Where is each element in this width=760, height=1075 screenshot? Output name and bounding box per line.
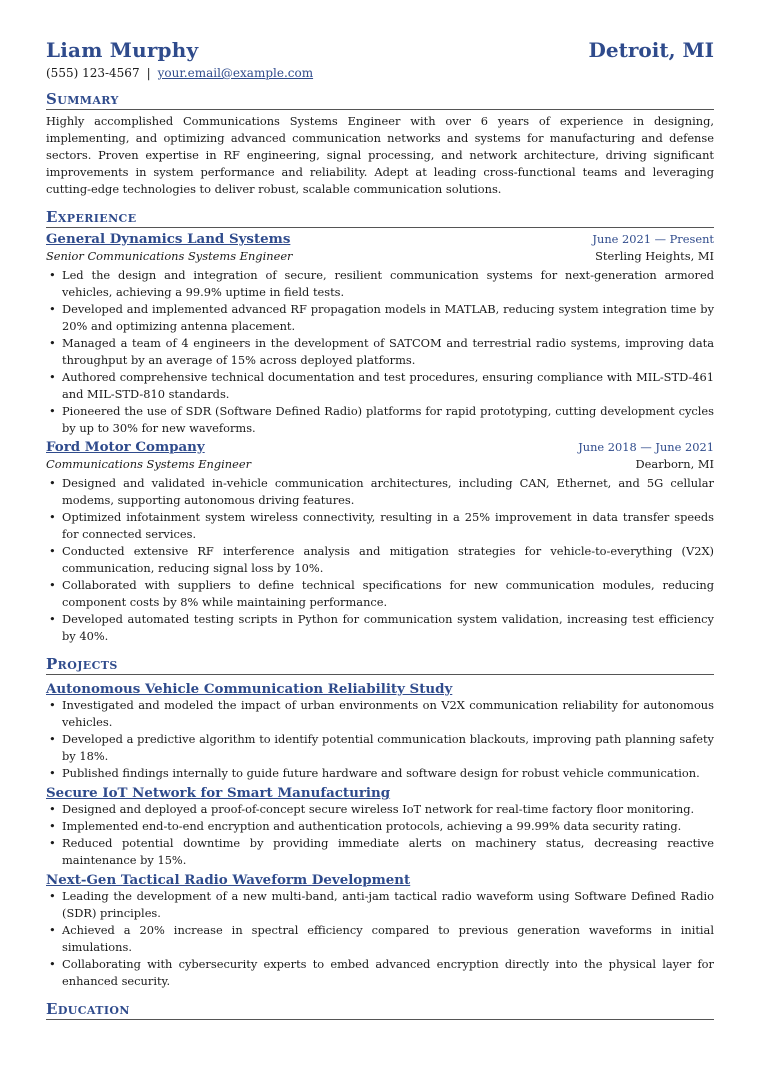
job-entry [46, 231, 714, 437]
contact-separator: | [146, 66, 151, 80]
email-link[interactable]: your.email@example.com [157, 66, 314, 80]
bullet-dot: • [49, 476, 56, 490]
bullet-text: Pioneered the use of SDR (Software Defined Radio) platforms for rapid prototyping, cutting development cycles by up to 30% for new waveforms. [62, 404, 714, 435]
job-dates: June 2021 — Present [592, 232, 714, 246]
bullet-text: Leading the development of a new multi-band, anti-jam tactical radio waveform using Software Defined Radio (SDR) principles. [62, 889, 714, 920]
bullet-item [49, 765, 714, 782]
bullet-dot: • [49, 404, 56, 418]
bullet-text: Reduced potential downtime by providing immediate alerts on machinery status, decreasing reactive maintenance by 15%. [62, 836, 714, 867]
bullet-dot: • [49, 923, 56, 937]
bullet-dot: • [49, 370, 56, 384]
job-header [46, 439, 714, 455]
bullet-item [49, 577, 714, 611]
bullet-list [46, 697, 714, 782]
bullet-text: Authored comprehensive technical documentation and test procedures, ensuring compliance with MIL-STD-461 and MIL-STD-810 standards. [62, 370, 714, 401]
project-entry [46, 678, 714, 782]
bullet-item [49, 475, 714, 509]
contact-line [46, 66, 714, 80]
job-title: Senior Communications Systems Engineer [46, 249, 293, 263]
bullet-dot: • [49, 819, 56, 833]
bullet-text: Published findings internally to guide future hardware and software design for robust vehicle communication. [62, 766, 700, 780]
bullet-dot: • [49, 802, 56, 816]
bullet-text: Collaborating with cybersecurity experts to embed advanced encryption directly into the physical layer for enhanced security. [62, 957, 714, 988]
job-dates: June 2018 — June 2021 [578, 440, 714, 454]
company-name-link[interactable]: Ford Motor Company [46, 439, 205, 455]
projects-heading: Projects [46, 655, 714, 675]
bullet-dot: • [49, 578, 56, 592]
bullet-list [46, 801, 714, 869]
bullet-list [46, 888, 714, 990]
bullet-item [49, 611, 714, 645]
bullet-item [49, 888, 714, 922]
company-name-link[interactable]: General Dynamics Land Systems [46, 231, 291, 247]
experience-heading: Experience [46, 208, 714, 228]
job-location: Sterling Heights, MI [595, 249, 714, 263]
project-title-link[interactable]: Autonomous Vehicle Communication Reliability Study [46, 681, 453, 697]
candidate-name: Liam Murphy [46, 38, 199, 62]
education-heading: Education [46, 1000, 714, 1020]
summary-heading: Summary [46, 90, 714, 110]
bullet-text: Achieved a 20% increase in spectral efficiency compared to previous generation waveforms in initial simulations. [62, 923, 714, 954]
bullet-dot: • [49, 544, 56, 558]
bullet-text: Investigated and modeled the impact of urban environments on V2X communication reliability for autonomous vehicles. [62, 698, 714, 729]
projects-list [46, 678, 714, 990]
bullet-item [49, 267, 714, 301]
project-entry [46, 782, 714, 869]
bullet-item [49, 335, 714, 369]
job-subheader [46, 457, 714, 471]
candidate-location: Detroit, MI [588, 38, 714, 62]
job-header [46, 231, 714, 247]
bullet-dot: • [49, 836, 56, 850]
bullet-dot: • [49, 889, 56, 903]
bullet-item [49, 835, 714, 869]
bullet-list [46, 475, 714, 645]
bullet-list [46, 267, 714, 437]
resume-header [46, 38, 714, 62]
bullet-item [49, 697, 714, 731]
bullet-item [49, 301, 714, 335]
bullet-item [49, 543, 714, 577]
job-location: Dearborn, MI [635, 457, 714, 471]
bullet-text: Designed and validated in-vehicle communication architectures, including CAN, Ethernet, and 5G cellular modems, supporting autonomous driving features. [62, 476, 714, 507]
bullet-item [49, 369, 714, 403]
job-subheader [46, 249, 714, 263]
phone-number: (555) 123-4567 [46, 66, 140, 80]
bullet-text: Collaborated with suppliers to define technical specifications for new communication modules, reducing component costs by 8% while maintaining performance. [62, 578, 714, 609]
bullet-text: Managed a team of 4 engineers in the development of SATCOM and terrestrial radio systems, improving data throughput by an average of 15% across deployed platforms. [62, 336, 714, 367]
bullet-text: Developed a predictive algorithm to identify potential communication blackouts, improving path planning safety by 18%. [62, 732, 714, 763]
project-entry [46, 869, 714, 990]
bullet-item [49, 818, 714, 835]
bullet-dot: • [49, 612, 56, 626]
bullet-item [49, 509, 714, 543]
bullet-text: Developed and implemented advanced RF propagation models in MATLAB, reducing system integration time by 20% and optimizing antenna placement. [62, 302, 714, 333]
bullet-dot: • [49, 957, 56, 971]
bullet-text: Designed and deployed a proof-of-concept secure wireless IoT network for real-time factory floor monitoring. [62, 802, 695, 816]
bullet-item [49, 403, 714, 437]
bullet-item [49, 956, 714, 990]
bullet-dot: • [49, 302, 56, 316]
bullet-text: Optimized infotainment system wireless connectivity, resulting in a 25% improvement in data transfer speeds for connected services. [62, 510, 714, 541]
bullet-item [49, 731, 714, 765]
experience-list [46, 231, 714, 645]
bullet-dot: • [49, 510, 56, 524]
job-title: Communications Systems Engineer [46, 457, 252, 471]
bullet-text: Conducted extensive RF interference analysis and mitigation strategies for vehicle-to-everything (V2X) communication, reducing signal loss by 10%. [62, 544, 714, 575]
bullet-text: Implemented end-to-end encryption and authentication protocols, achieving a 99.99% data security rating. [62, 819, 682, 833]
job-entry [46, 439, 714, 645]
project-title-link[interactable]: Secure IoT Network for Smart Manufacturing [46, 785, 391, 801]
resume-page [46, 38, 714, 1023]
bullet-item [49, 801, 714, 818]
bullet-text: Developed automated testing scripts in Python for communication system validation, increasing test efficiency by 40%. [62, 612, 714, 643]
bullet-item [49, 922, 714, 956]
bullet-dot: • [49, 268, 56, 282]
bullet-dot: • [49, 732, 56, 746]
bullet-dot: • [49, 766, 56, 780]
bullet-dot: • [49, 336, 56, 350]
summary-text: Highly accomplished Communications Systems Engineer with over 6 years of experience in designing, implementing, and optimizing advanced communication networks and systems for manufacturing and defense sectors. Proven expertise in RF engineering, signal processing, and network architecture, driving significant improvements in system performance and reliability. Adept at leading cross-functional teams and leveraging cutting-edge technologies to deliver robust, scalable communication solutions. [46, 114, 714, 196]
bullet-text: Led the design and integration of secure, resilient communication systems for next-generation armored vehicles, achieving a 99.9% uptime in field tests. [62, 268, 714, 299]
bullet-dot: • [49, 698, 56, 712]
project-title-link[interactable]: Next-Gen Tactical Radio Waveform Development [46, 872, 411, 888]
